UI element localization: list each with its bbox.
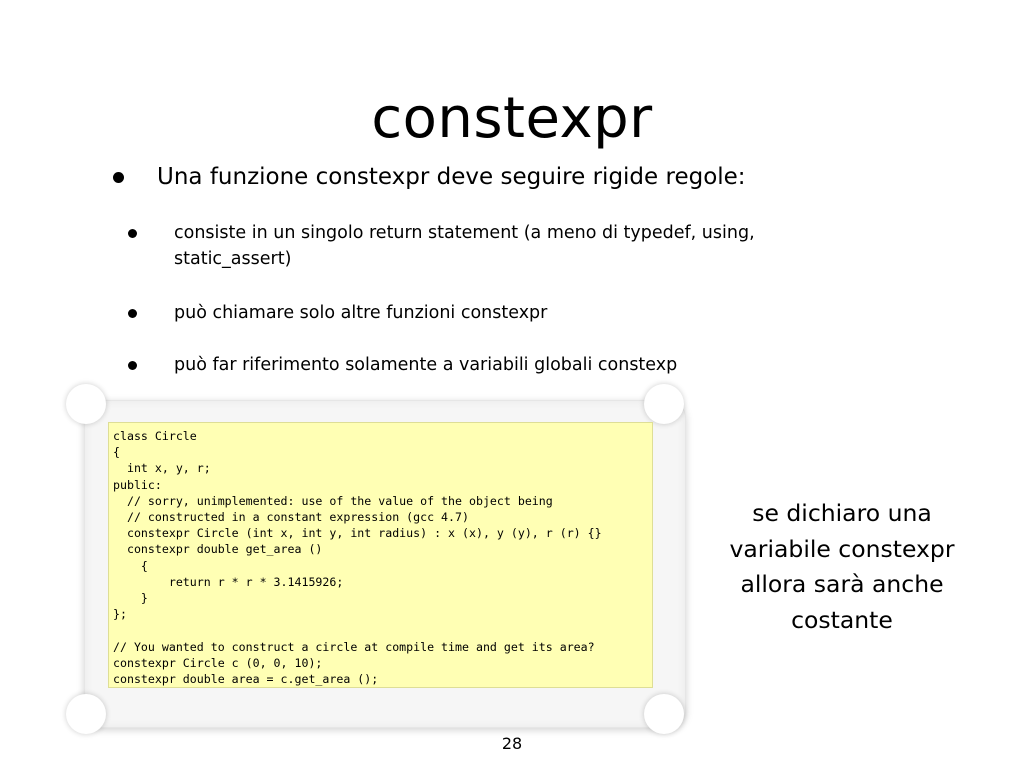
code-line <box>113 622 648 638</box>
code-panel <box>108 422 653 688</box>
code-line: constexpr Circle (int x, int y, int radius) : x (x), y (y), r (r) {} <box>113 526 602 541</box>
paper-corner-curl-icon <box>644 384 684 424</box>
code-line: int x, y, r; <box>113 461 211 476</box>
bullet-dot-icon <box>113 172 124 183</box>
side-note-line: allora sarà anche <box>740 570 944 598</box>
bullet-dot-icon <box>128 229 137 238</box>
side-note-line: se dichiaro una <box>752 499 932 527</box>
page-number: 28 <box>501 734 523 753</box>
code-line: constexpr double get_area () <box>113 542 323 557</box>
side-note-line: variabile constexpr <box>729 534 955 563</box>
code-line: // constructed in a constant expression (gcc 4.7) <box>113 510 469 525</box>
sub-bullet-text: consiste in un singolo return statement (a meno di typedef, using, static_assert) <box>174 223 755 269</box>
side-note-line: costante <box>791 605 893 634</box>
code-line: { <box>113 558 148 573</box>
code-line: // You wanted to construct a circle at compile time and get its area? <box>113 639 595 654</box>
code-line: class Circle <box>113 429 197 443</box>
code-line: { <box>113 445 120 460</box>
code-line: constexpr double area = c.get_area (); <box>113 672 379 687</box>
code-line: constexpr Circle c (0, 0, 10); <box>113 655 323 670</box>
paper-corner-curl-icon <box>66 384 106 424</box>
code-line: }; <box>113 607 127 622</box>
code-line: } <box>113 591 148 606</box>
paper-corner-curl-icon <box>66 694 106 734</box>
side-note <box>704 496 980 638</box>
paper-corner-curl-icon <box>644 694 684 734</box>
main-bullet-text: Una funzione constexpr deve seguire rigide regole: <box>157 164 746 190</box>
bullet-dot-icon <box>128 309 137 318</box>
sub-bullet-text: può far riferimento solamente a variabili globali constexp <box>174 355 678 375</box>
code-line: public: <box>113 477 162 492</box>
bullet-dot-icon <box>128 361 137 370</box>
code-line: return r * r * 3.1415926; <box>113 574 344 589</box>
slide-title: constexpr <box>371 86 653 151</box>
sub-bullet-text: può chiamare solo altre funzioni constexpr <box>174 303 548 323</box>
code-line: // sorry, unimplemented: use of the value of the object being <box>113 493 553 508</box>
